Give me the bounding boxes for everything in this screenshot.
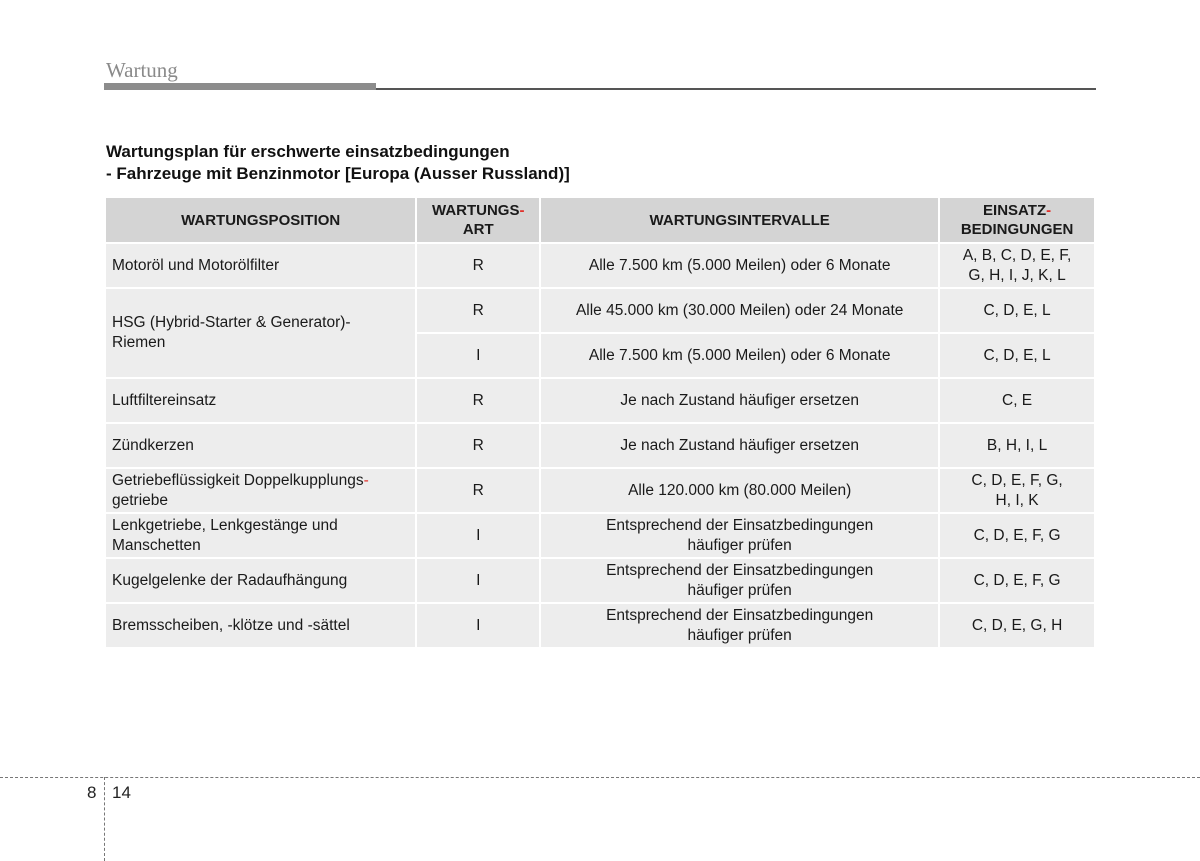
cell-bedingungen: C, D, E, F, G [940, 559, 1094, 602]
cell-position [106, 514, 415, 557]
chapter-number: 8 [87, 783, 97, 802]
cell-bedingungen: C, D, E, G, H [940, 604, 1094, 647]
cell-position: Zündkerzen [106, 424, 415, 467]
header-art [417, 198, 539, 242]
table-header-row [106, 198, 1094, 242]
cell-position [106, 469, 415, 512]
cell-bedingungen [940, 469, 1094, 512]
cell-art: R [417, 289, 539, 332]
cell-bed-line1: A, B, C, D, E, F, [962, 246, 1072, 264]
page-title [106, 141, 570, 185]
cell-bedingungen: C, D, E, L [940, 289, 1094, 332]
table-row [106, 604, 1094, 647]
title-line-2: - Fahrzeuge mit Benzinmotor [Europa (Ausser Russland)] [106, 164, 570, 183]
cell-pos-line1: Getriebeflüssigkeit Doppelkupplungs [112, 471, 364, 489]
header-intervall: WARTUNGSINTERVALLE [541, 198, 938, 242]
cell-bed-line2: G, H, I, J, K, L [968, 266, 1066, 284]
cell-position [106, 289, 415, 377]
header-art-line2: ART [462, 221, 494, 238]
cell-pos-line1: Lenkgetriebe, Lenkgestänge und [112, 516, 338, 534]
footer-rule [0, 777, 1200, 778]
header-bed-line1: EINSATZ [983, 202, 1047, 219]
cell-intervall: Alle 7.500 km (5.000 Meilen) oder 6 Monate [541, 334, 938, 377]
cell-art: R [417, 379, 539, 422]
cell-intervall: Je nach Zustand häufiger ersetzen [541, 379, 938, 422]
cell-int-line1: Entsprechend der Einsatzbedingungen [606, 561, 874, 579]
header-bed-line2: BEDINGUNGEN [960, 221, 1074, 238]
cell-int-line2: häufiger prüfen [687, 536, 792, 554]
header-bedingungen [940, 198, 1094, 242]
page-number: 14 [112, 783, 131, 802]
header-art-hyphen: - [519, 202, 525, 219]
cell-art: R [417, 469, 539, 512]
maintenance-table [104, 196, 1096, 649]
cell-bed-line2: H, I, K [995, 491, 1039, 509]
cell-art: I [417, 514, 539, 557]
cell-int-line2: häufiger prüfen [687, 581, 792, 599]
cell-intervall: Alle 7.500 km (5.000 Meilen) oder 6 Monate [541, 244, 938, 287]
table-row [106, 289, 1094, 332]
cell-intervall [541, 559, 938, 602]
cell-bed-line1: C, D, E, F, G, [971, 471, 1063, 489]
header-position: WARTUNGSPOSITION [106, 198, 415, 242]
cell-art: R [417, 244, 539, 287]
section-label: Wartung [106, 58, 178, 82]
cell-bedingungen: B, H, I, L [940, 424, 1094, 467]
table-row [106, 469, 1094, 512]
cell-position: Luftfiltereinsatz [106, 379, 415, 422]
cell-intervall [541, 514, 938, 557]
cell-pos-line1: HSG (Hybrid-Starter & Generator)- [112, 314, 351, 331]
cell-pos-hyphen: - [363, 471, 369, 489]
cell-bedingungen: C, D, E, F, G [940, 514, 1094, 557]
cell-position: Bremsscheiben, -klötze und -sättel [106, 604, 415, 647]
cell-position: Motoröl und Motorölfilter [106, 244, 415, 287]
cell-int-line1: Entsprechend der Einsatzbedingungen [606, 516, 874, 534]
cell-bedingungen: C, D, E, L [940, 334, 1094, 377]
cell-int-line1: Entsprechend der Einsatzbedingungen [606, 606, 874, 624]
cell-art: I [417, 334, 539, 377]
table-row [106, 379, 1094, 422]
cell-art: I [417, 604, 539, 647]
table-row [106, 559, 1094, 602]
header-bed-hyphen: - [1046, 202, 1052, 219]
footer-vertical-rule [104, 777, 105, 861]
cell-intervall: Alle 120.000 km (80.000 Meilen) [541, 469, 938, 512]
header-rule-thin [376, 88, 1096, 90]
header-art-line1: WARTUNGS [431, 202, 520, 219]
cell-art: I [417, 559, 539, 602]
cell-intervall: Je nach Zustand häufiger ersetzen [541, 424, 938, 467]
title-line-1: Wartungsplan für erschwerte einsatzbedingungen [106, 142, 510, 161]
cell-art: R [417, 424, 539, 467]
cell-pos-line2: Riemen [112, 334, 166, 351]
cell-intervall [541, 604, 938, 647]
table-row [106, 424, 1094, 467]
header-rule-thick [104, 83, 376, 90]
cell-bedingungen: C, E [940, 379, 1094, 422]
table-row [106, 244, 1094, 287]
cell-intervall: Alle 45.000 km (30.000 Meilen) oder 24 Monate [541, 289, 938, 332]
cell-int-line2: häufiger prüfen [687, 626, 792, 644]
cell-pos-line2: getriebe [112, 491, 169, 509]
cell-pos-line2: Manschetten [112, 536, 201, 554]
cell-bedingungen [940, 244, 1094, 287]
cell-position: Kugelgelenke der Radaufhängung [106, 559, 415, 602]
table-row [106, 514, 1094, 557]
